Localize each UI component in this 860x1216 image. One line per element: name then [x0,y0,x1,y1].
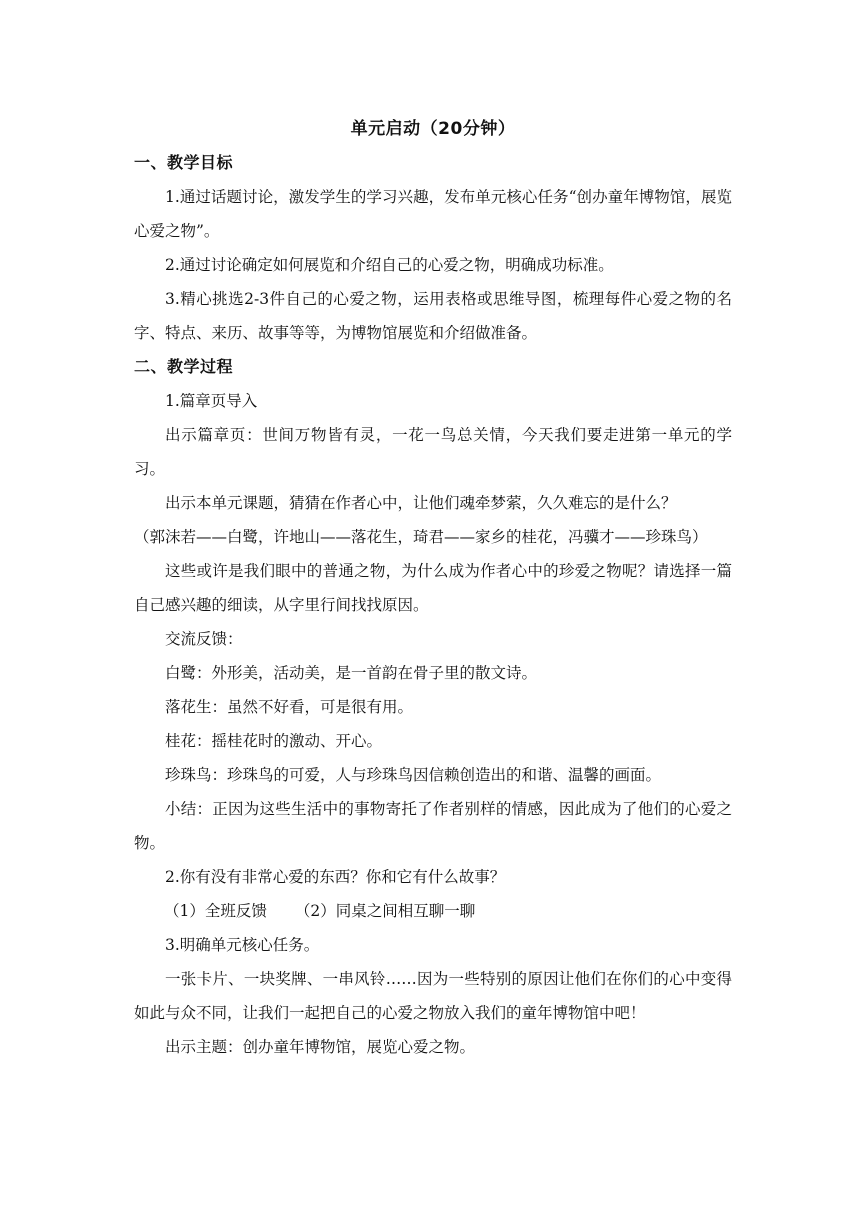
document-page [134,112,732,1064]
paragraph-chapter-intro: 出示篇章页：世间万物皆有灵，一花一鸟总关情，今天我们要走进第一单元的学习。 [134,426,732,478]
feedback-pearl-bird: 珍珠鸟：珍珠鸟的可爱，人与珍珠鸟因信赖创造出的和谐、温馨的画面。 [165,766,662,784]
page-title: 单元启动（20分钟） [350,119,516,139]
objective-item-2: 2.通过讨论确定如何展览和介绍自己的心爱之物，明确成功标准。 [165,256,614,274]
objective-item-3: 3.精心挑选2-3件自己的心爱之物，运用表格或思维导图，梳理每件心爱之物的名字、特点、来历、故事等等，为博物馆展览和介绍做准备。 [134,290,732,342]
paragraph-core-task: 一张卡片、一块奖牌、一串风铃……因为一些特别的原因让他们在你们的心中变得如此与众不同，让我们一起把自己的心爱之物放入我们的童年博物馆中吧！ [134,970,732,1022]
step2-option-2: （2）同桌之间相互聊一聊 [294,902,476,920]
objective-item-1: 1.通过话题讨论，激发学生的学习兴趣，发布单元核心任务“创办童年博物馆，展览心爱之物”。 [134,188,732,240]
section-heading-process: 二、教学过程 [134,357,234,376]
feedback-peanut: 落花生：虽然不好看，可是很有用。 [165,698,414,716]
paragraph-summary: 小结：正因为这些生活中的事物寄托了作者别样的情感，因此成为了他们的心爱之物。 [134,800,732,852]
step2-title: 2.你有没有非常心爱的东西？你和它有什么故事？ [165,868,506,886]
step2-options [134,894,732,928]
paragraph-authors-list: （郭沫若——白鹭，许地山——落花生，琦君——家乡的桂花，冯骥才——珍珠鸟） [134,528,708,546]
paragraph-reading-task: 这些或许是我们眼中的普通之物，为什么成为作者心中的珍爱之物呢？请选择一篇自己感兴趣的细读，从字里行间找找原因。 [134,562,732,614]
feedback-label: 交流反馈： [165,630,243,648]
step3-title: 3.明确单元核心任务。 [165,936,320,954]
feedback-osmanthus: 桂花：摇桂花时的激动、开心。 [165,732,383,750]
feedback-egret: 白鹭：外形美，活动美，是一首韵在骨子里的散文诗。 [165,664,538,682]
section-heading-objectives: 一、教学目标 [134,153,234,172]
paragraph-unit-topic: 出示本单元课题，猜猜在作者心中，让他们魂牵梦萦，久久难忘的是什么？ [165,494,677,512]
step1-title: 1.篇章页导入 [165,392,258,410]
paragraph-theme: 出示主题：创办童年博物馆，展览心爱之物。 [165,1038,476,1056]
step2-option-1: （1）全班反馈 [164,902,267,920]
